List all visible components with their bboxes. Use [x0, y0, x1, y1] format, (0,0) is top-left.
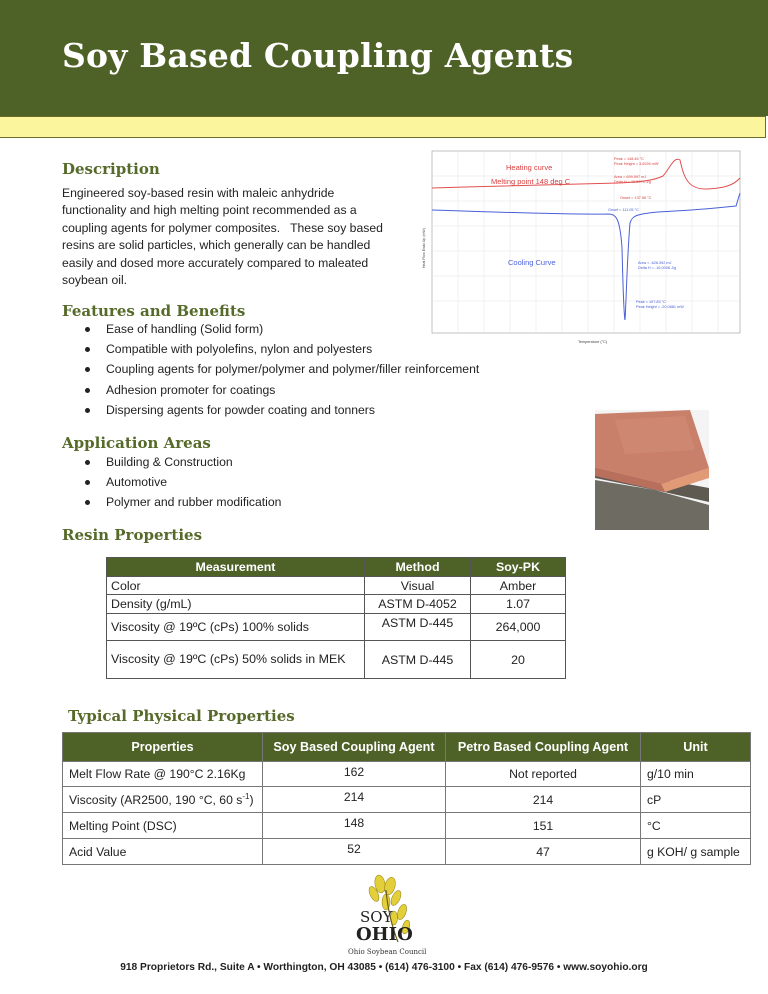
list-item-text: Polymer and rubber modification	[106, 495, 282, 510]
table-row	[107, 614, 566, 641]
description-line: Engineered soy-based resin with maleic anhydride	[62, 186, 335, 200]
viscosity-superscript: -1	[242, 791, 250, 801]
table-cell: 1.07	[471, 595, 566, 614]
list-item-text: Coupling agents for polymer/polymer and polymer/filler reinforcement	[106, 362, 480, 377]
table-cell: ASTM D-4052	[365, 595, 471, 614]
list-item	[80, 400, 479, 420]
delta-h-annotation-bottom: Delta H = -16.0008 J/g	[638, 266, 677, 270]
description-line: coupling agents for polymer composites. These soy based	[62, 220, 383, 235]
description-heading: Description	[62, 160, 160, 178]
bullet-icon	[85, 460, 90, 465]
list-item	[80, 472, 281, 492]
table-cell: Visual	[365, 577, 471, 595]
peak-height-annotation-bottom: Peak Height = -20.0881 mW	[636, 305, 684, 309]
viscosity-close-paren: )	[249, 793, 254, 808]
table-cell: Density (g/mL)	[107, 595, 365, 614]
chart-y-axis-label: Heat Flow Endo Up (mW)	[422, 228, 426, 268]
table-row	[63, 787, 751, 813]
bullet-icon	[85, 408, 90, 413]
peak-annotation-bottom: Peak = 107.83 °C	[636, 300, 666, 304]
viscosity-label: Viscosity (AR2500, 190 °C, 60 s	[69, 793, 243, 808]
table-row	[107, 577, 566, 595]
logo-soy-text: SOY	[360, 908, 393, 926]
list-item	[80, 339, 479, 359]
peak-annotation-top: Peak = 148.46 °C	[614, 157, 644, 161]
heating-curve-label: Heating curve	[506, 163, 553, 172]
bullet-icon	[85, 347, 90, 352]
features-heading: Features and Benefits	[62, 302, 246, 320]
description-text	[62, 185, 407, 289]
area-annotation-bottom: Area = -626.392 mJ	[638, 261, 672, 265]
table-header-cell: Properties	[63, 733, 263, 762]
description-line: easily and dosed more accurately compared to maleated	[62, 255, 369, 270]
list-item	[80, 452, 281, 472]
table-cell	[63, 787, 263, 813]
table-header-cell: Measurement	[107, 558, 365, 577]
table-cell: 148	[263, 813, 446, 839]
table-header-cell: Soy Based Coupling Agent	[263, 733, 446, 762]
composite-boards-photo	[595, 410, 709, 530]
features-list	[80, 319, 479, 420]
footer-contact: 918 Proprietors Rd., Suite A • Worthington, OH 43085 • (614) 476-3100 • Fax (614) 476-9576 • www.soyohio.org	[120, 962, 648, 973]
header-banner	[0, 0, 768, 116]
list-item-text: Building & Construction	[106, 455, 233, 469]
table-row	[63, 839, 751, 865]
table-cell: °C	[641, 813, 751, 839]
peak-height-annotation-top: Peak Height = 3.0026 mW	[614, 162, 659, 166]
table-header-row	[63, 733, 751, 762]
list-item	[80, 380, 479, 400]
dsc-thermogram-chart	[418, 148, 744, 345]
list-item-text: Dispersing agents for powder coating and tonners	[106, 402, 375, 417]
chart-plot-area	[432, 151, 740, 333]
physical-properties-heading: Typical Physical Properties	[68, 707, 295, 725]
table-row	[107, 641, 566, 679]
table-cell: ASTM D-445	[365, 641, 471, 679]
table-header-cell: Petro Based Coupling Agent	[446, 733, 641, 762]
description-line: soybean oil.	[62, 273, 128, 288]
table-cell: Color	[107, 577, 365, 595]
table-row	[107, 595, 566, 614]
physical-properties-table	[62, 732, 751, 865]
table-cell: Viscosity @ 19ºC (cPs) 100% solids	[107, 614, 365, 641]
list-item-text: Compatible with polyolefins, nylon and polyesters	[106, 342, 373, 357]
ohio-soybean-council-logo	[330, 872, 440, 960]
application-areas-list	[80, 452, 281, 513]
bullet-icon	[85, 500, 90, 505]
table-cell: 162	[263, 762, 446, 787]
area-annotation-top: Area = 699.597 mJ	[614, 175, 647, 179]
table-cell: 47	[446, 839, 641, 865]
list-item-text: Automotive	[106, 475, 167, 490]
table-cell: g/10 min	[641, 762, 751, 787]
table-cell: Melting Point (DSC)	[63, 813, 263, 839]
logo-ohio-text: OHIO	[356, 924, 413, 945]
page-title: Soy Based Coupling Agents	[62, 36, 574, 75]
logo-caption: Ohio Soybean Council	[348, 948, 427, 956]
list-item	[80, 319, 479, 339]
table-cell: 264,000	[471, 614, 566, 641]
application-areas-heading: Application Areas	[62, 434, 211, 452]
table-header-row	[107, 558, 566, 577]
chart-x-axis-label: Temperature (°C)	[578, 340, 608, 344]
list-item-text: Ease of handling (Solid form)	[106, 322, 264, 336]
table-cell: Acid Value	[63, 839, 263, 865]
list-item	[80, 359, 479, 379]
description-line: resins are solid particles, which generally can be handled	[62, 238, 371, 253]
onset-annotation-top: Onset = 137.56 °C	[620, 196, 652, 200]
onset-annotation-bottom: Onset = 111.05 °C	[608, 208, 639, 212]
table-cell: Melt Flow Rate @ 190°C 2.16Kg	[63, 762, 263, 787]
resin-properties-table	[106, 557, 566, 679]
list-item-text: Adhesion promoter for coatings	[106, 382, 276, 397]
resin-properties-heading: Resin Properties	[62, 526, 203, 544]
delta-h-annotation-top: Delta H = 10.5075 J/g	[614, 180, 651, 184]
table-header-cell: Method	[365, 558, 471, 577]
table-cell: 20	[471, 641, 566, 679]
table-cell: cP	[641, 787, 751, 813]
bullet-icon	[85, 327, 90, 332]
yellow-divider-bar	[0, 116, 766, 138]
table-cell: ASTM D-445	[365, 614, 471, 641]
table-row	[63, 762, 751, 787]
table-cell: Amber	[471, 577, 566, 595]
bullet-icon	[85, 480, 90, 485]
table-header-cell: Unit	[641, 733, 751, 762]
table-cell: 214	[446, 787, 641, 813]
table-cell: Not reported	[446, 762, 641, 787]
melting-point-label: Melting point 148 deg C	[491, 177, 571, 186]
bullet-icon	[85, 388, 90, 393]
table-row	[63, 813, 751, 839]
table-header-cell: Soy-PK	[471, 558, 566, 577]
table-cell: 214	[263, 787, 446, 813]
bullet-icon	[85, 367, 90, 372]
table-cell: g KOH/ g sample	[641, 839, 751, 865]
cooling-curve-label: Cooling Curve	[508, 258, 556, 267]
list-item	[80, 492, 281, 512]
table-cell: 52	[263, 839, 446, 865]
table-cell: 151	[446, 813, 641, 839]
table-cell: Viscosity @ 19ºC (cPs) 50% solids in MEK	[107, 641, 365, 679]
description-line: functionality and high melting point recommended as a	[62, 203, 357, 218]
